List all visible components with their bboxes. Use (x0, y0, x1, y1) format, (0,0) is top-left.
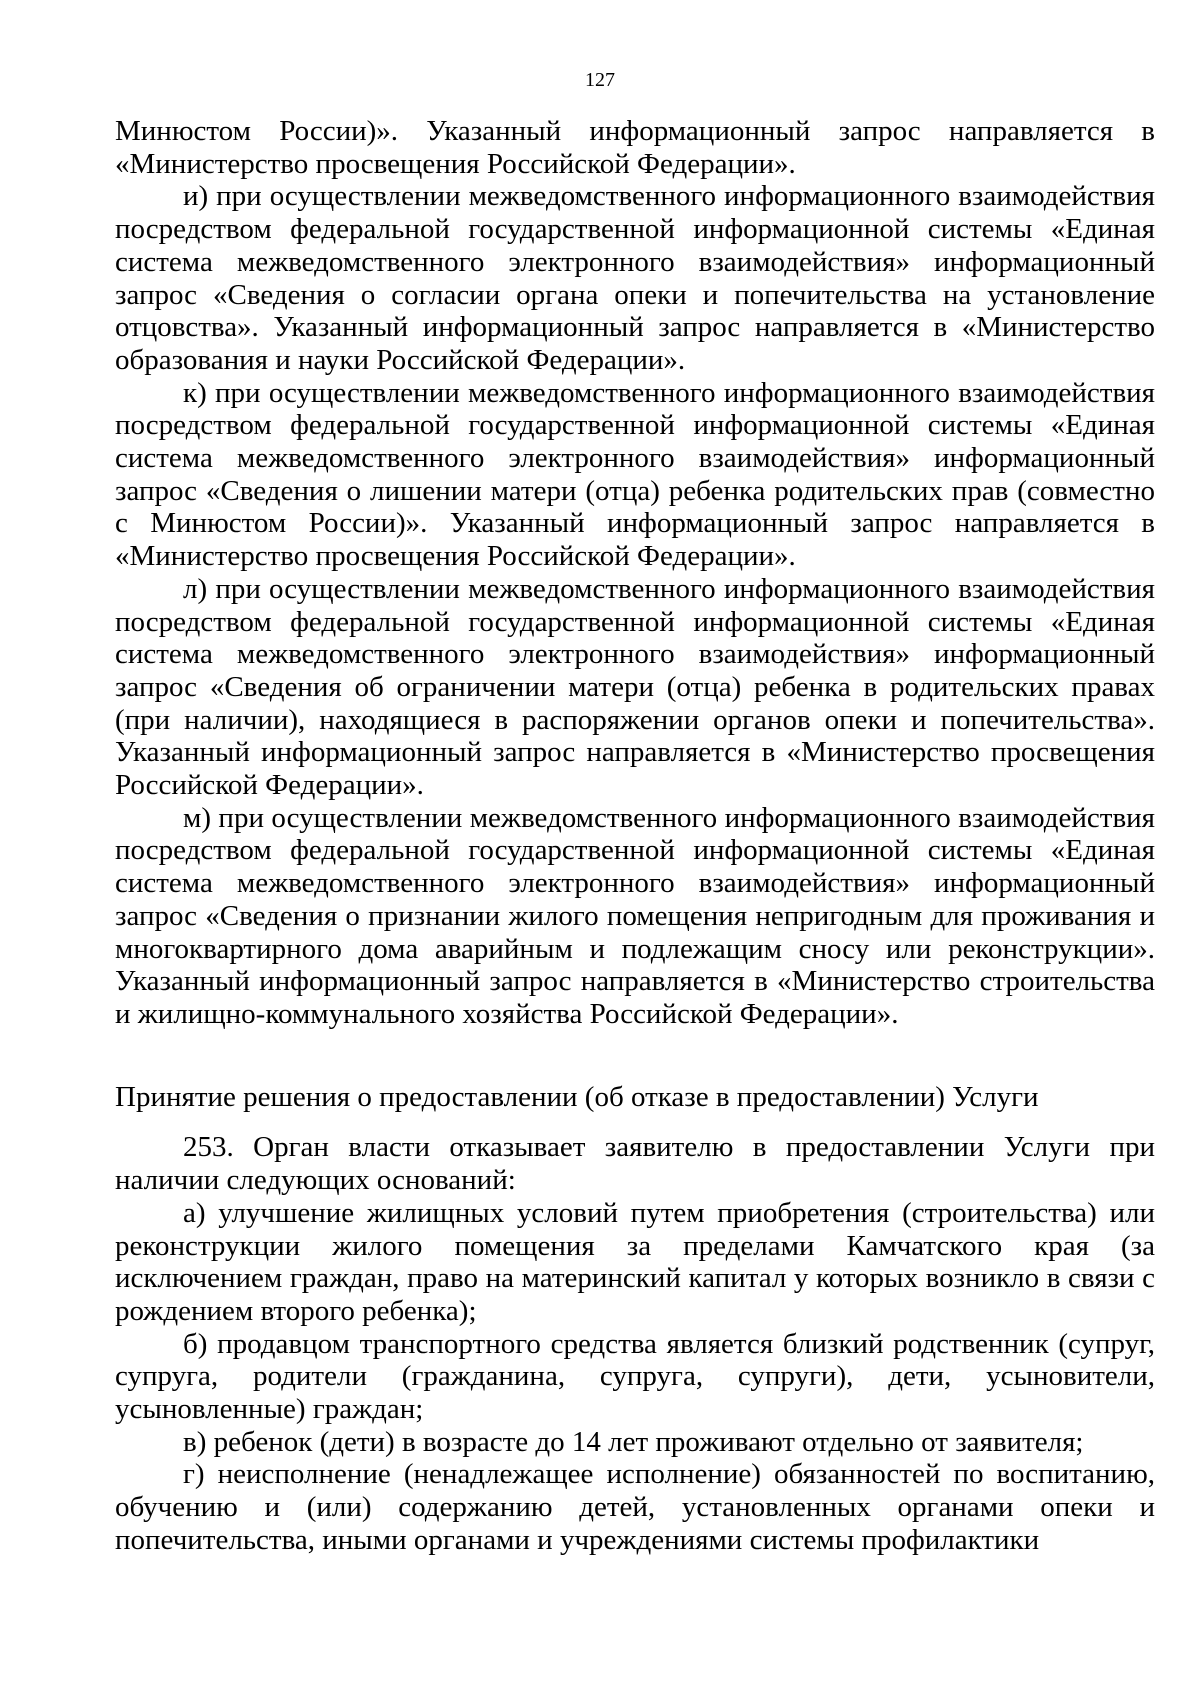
paragraph-item-a: а) улучшение жилищных условий путем приобретения (строительства) или реконструкции жилого помещения за пределами Камчатского края (за исключением граждан, право на материнский капитал у которых возникло в связи с рождением второго ребенка); (115, 1196, 1155, 1327)
paragraph-item-i: и) при осуществлении межведомственного информационного взаимодействия посредством федеральной государственной информационной системы «Единая система межведомственного электронного взаимодействия» информационный запрос «Сведения о согласии органа опеки и попечительства на установление отцовства». Указанный информационный запрос направляется в «Министерство образования и науки Российской Федерации». (115, 180, 1155, 376)
paragraph-item-l: л) при осуществлении межведомственного информационного взаимодействия посредством федеральной государственной информационной системы «Единая система межведомственного электронного взаимодействия» информационный запрос «Сведения об ограничении матери (отца) ребенка в родительских правах (при наличии), находящиеся в распоряжении органов опеки и попечительства». Указанный информационный запрос направляется в «Министерство просвещения Российской Федерации». (115, 572, 1155, 802)
document-body (115, 115, 1155, 1557)
page-number: 127 (585, 69, 615, 91)
paragraph-item-v: в) ребенок (дети) в возрасте до 14 лет проживают отдельно от заявителя; (183, 1425, 1084, 1458)
paragraph-item-m: м) при осуществлении межведомственного информационного взаимодействия посредством федеральной государственной информационной системы «Единая система межведомственного электронного взаимодействия» информационный запрос «Сведения о признании жилого помещения непригодным для проживания и многоквартирного дома аварийным и подлежащим сносу или реконструкции». Указанный информационный запрос направляется в «Министерство строительства и жилищно-коммунального хозяйства Российской Федерации». (115, 801, 1155, 1030)
paragraph-item-b: б) продавцом транспортного средства является близкий родственник (супруг, супруга, родители (гражданина, супруга, супруги), дети, усыновители, усыновленные) граждан; (115, 1327, 1155, 1426)
paragraph-item-k: к) при осуществлении межведомственного информационного взаимодействия посредством федеральной государственной информационной системы «Единая система межведомственного электронного взаимодействия» информационный запрос «Сведения о лишении матери (отца) ребенка родительских прав (совместно с Минюстом России)». Указанный информационный запрос направляется в «Министерство просвещения Российской Федерации». (115, 376, 1155, 573)
paragraph-253: 253. Орган власти отказывает заявителю в предоставлении Услуги при наличии следующих оснований: (115, 1131, 1155, 1197)
section-heading: Принятие решения о предоставлении (об отказе в предоставлении) Услуги (115, 1080, 1039, 1113)
paragraph-item-g: г) неисполнение (ненадлежащее исполнение) обязанностей по воспитанию, обучению и (или) содержанию детей, установленных органами опеки и попечительства, иными органами и учреждениями системы профилактики (115, 1458, 1155, 1556)
paragraph-continuation: Минюстом России)». Указанный информационный запрос направляется в «Министерство просвещения Российской Федерации». (115, 115, 1155, 180)
